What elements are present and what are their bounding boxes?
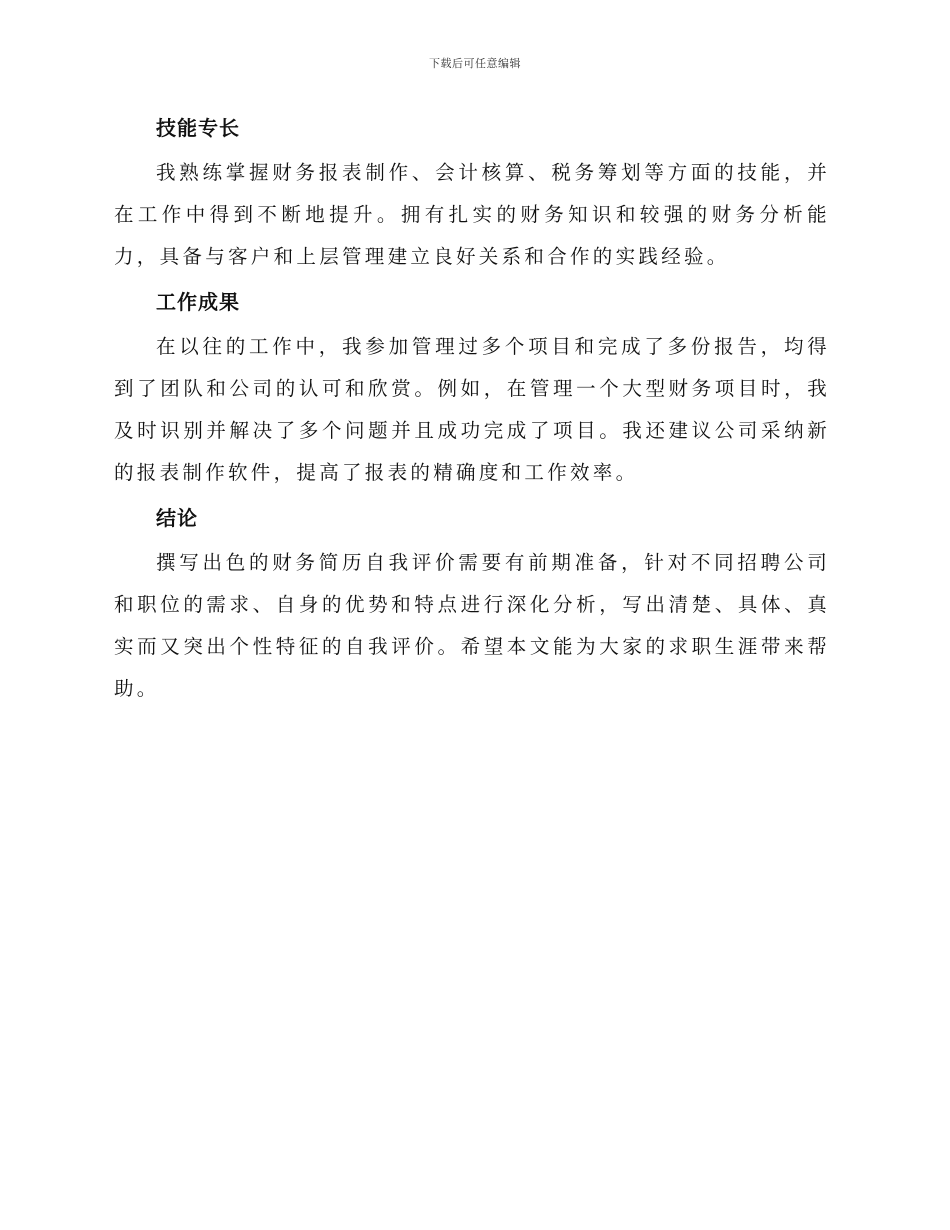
document-body — [114, 112, 830, 718]
section-skills — [114, 112, 830, 278]
section-paragraph: 我熟练掌握财务报表制作、会计核算、税务筹划等方面的技能，并在工作中得到不断地提升。拥有扎实的财务知识和较强的财务分析能力，具备与客户和上层管理建立良好关系和合作的实践经验。 — [114, 161, 830, 268]
section-heading: 技能专长 — [156, 116, 240, 140]
section-conclusion — [114, 502, 830, 710]
section-heading: 工作成果 — [156, 290, 240, 314]
section-paragraph: 撰写出色的财务简历自我评价需要有前期准备，针对不同招聘公司和职位的需求、自身的优势和特点进行深化分析，写出清楚、具体、真实而又突出个性特征的自我评价。希望本文能为大家的求职生涯带来帮助。 — [114, 551, 830, 700]
page-header-note: 下载后可任意编辑 — [429, 57, 521, 70]
section-paragraph: 在以往的工作中，我参加管理过多个项目和完成了多份报告，均得到了团队和公司的认可和欣赏。例如，在管理一个大型财务项目时，我及时识别并解决了多个问题并且成功完成了项目。我还建议公司采纳新的报表制作软件，提高了报表的精确度和工作效率。 — [114, 335, 830, 484]
section-achievements — [114, 286, 830, 494]
section-heading: 结论 — [156, 506, 198, 530]
